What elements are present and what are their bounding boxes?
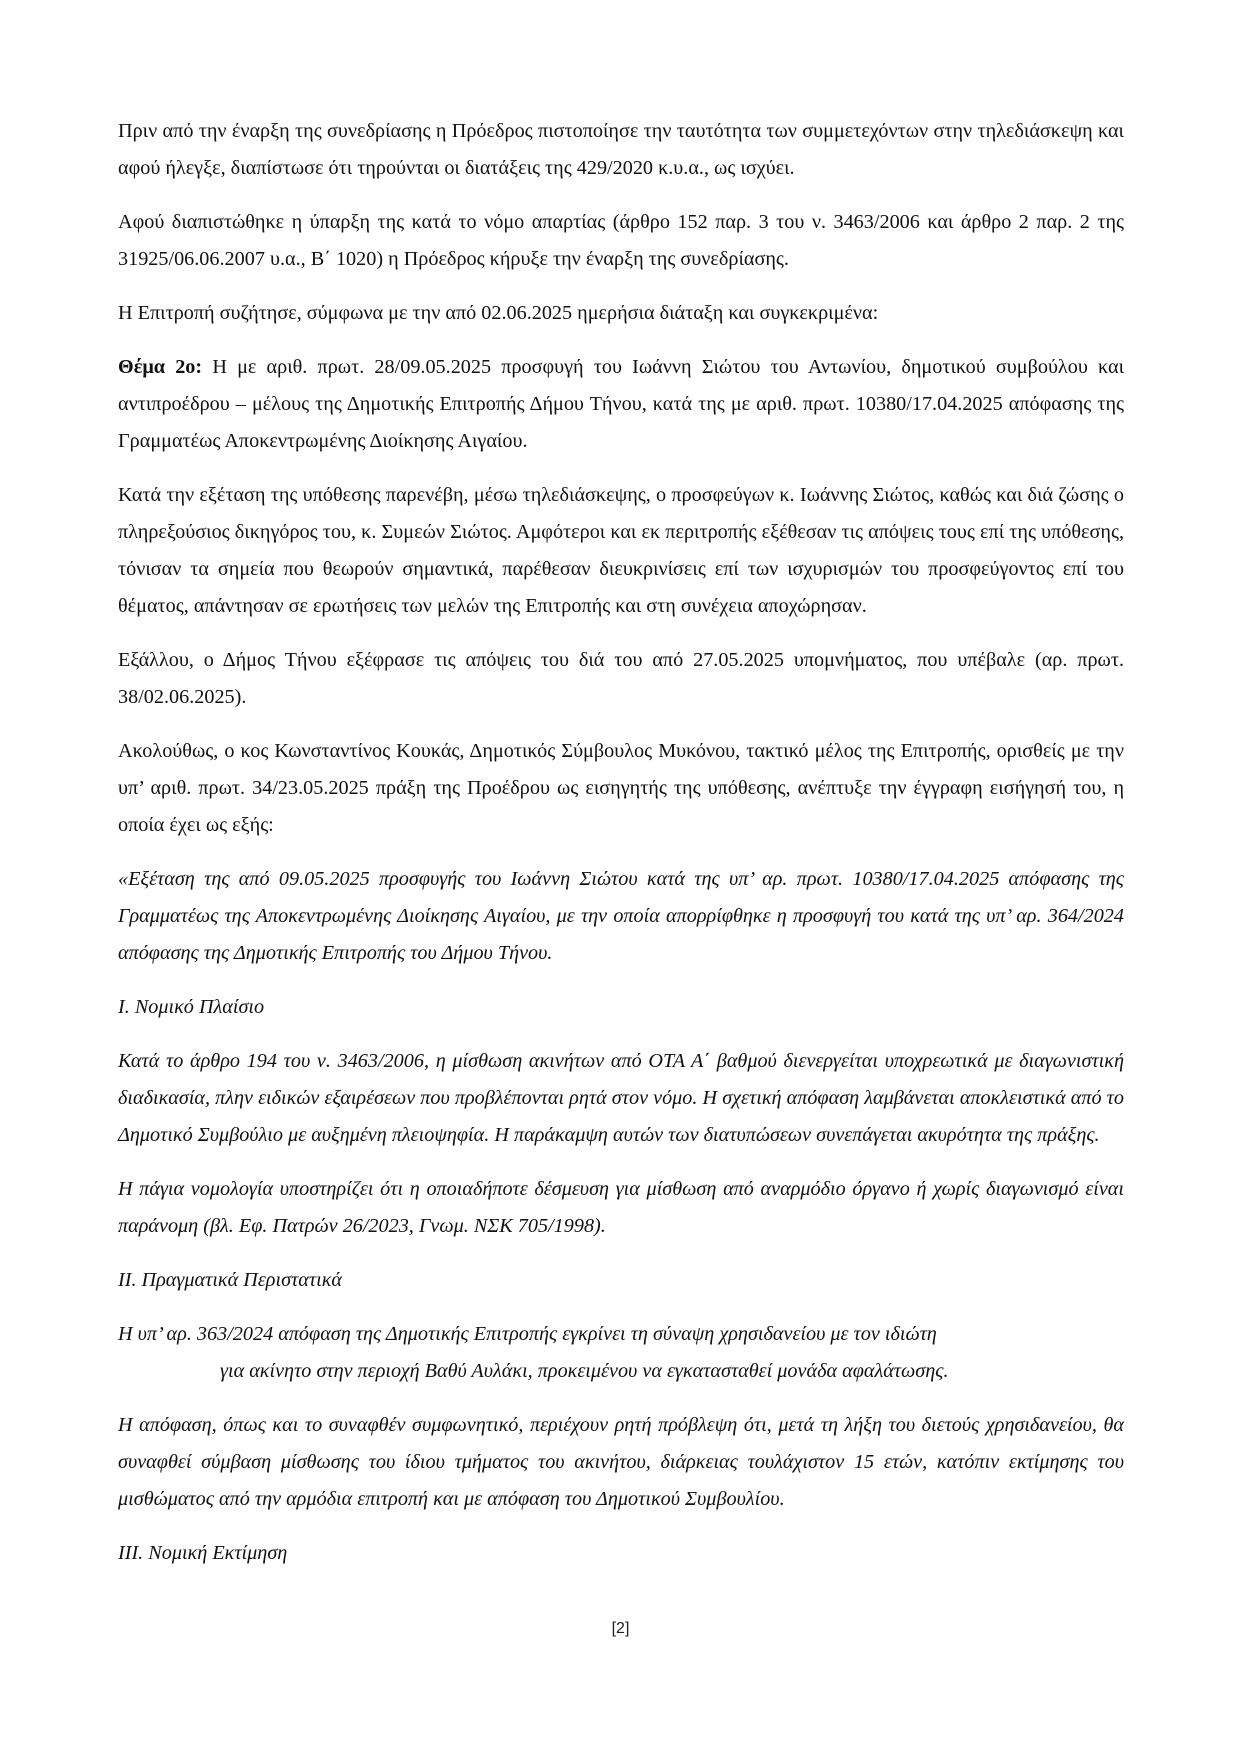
loan-decision-line-2: για ακίνητο στην περιοχή Βαθύ Αυλάκι, προκειμένου να εγκατασταθεί μονάδα αφαλάτωσης. xyxy=(220,1360,949,1382)
paragraph-loan-decision xyxy=(118,1316,1124,1390)
paragraph-municipality-views: Εξάλλου, ο Δήμος Τήνου εξέφρασε τις απόψεις του διά του από 27.05.2025 υπομνήματος, που υπέβαλε (αρ. πρωτ. 38/02.06.2025). xyxy=(118,649,1124,708)
subject-text: Η με αριθ. πρωτ. 28/09.05.2025 προσφυγή του Ιωάννη Σιώτου του Αντωνίου, δημοτικού συμβούλου και αντιπροέδρου – μέλους της Δημοτικής Επιτροπής Δήμου Τήνου, κατά της με αριθ. πρωτ. 10380/17.04.2025 απόφασης της Γραμματέως Αποκεντρωμένης Διοίκησης Αιγαίου. xyxy=(118,356,1124,452)
paragraph-legal-framework: Κατά το άρθρο 194 του ν. 3463/2006, η μίσθωση ακινήτων από ΟΤΑ Α΄ βαθμού διενεργείται υποχρεωτικά με διαγωνιστική διαδικασία, πλην ειδικών εξαιρέσεων που προβλέπονται ρητά στον νόμο. Η σχετική απόφαση λαμβάνεται αποκλειστικά από το Δημοτικό Συμβούλιο με αυξημένη πλειοψηφία. Η παράκαμψη αυτών των διατυπώσεων συνεπάγεται ακυρότητα της πράξης. xyxy=(118,1050,1124,1146)
paragraph-hearing: Κατά την εξέταση της υπόθεσης παρενέβη, μέσω τηλεδιάσκεψης, ο προσφεύγων κ. Ιωάννης Σιώτος, καθώς και διά ζώσης ο πληρεξούσιος δικηγόρος του, κ. Συμεών Σιώτος. Αμφότεροι και εκ περιτροπής εξέθεσαν τις απόψεις τους επί της υπόθεσης, τόνισαν τα σημεία που θεωρούν σημαντικά, παρέθεσαν διευκρινίσεις επί των ισχυρισμών του προσφεύγοντος επί του θέματος, απάντησαν σε ερωτήσεις των μελών της Επιτροπής και στη συνέχεια αποχώρησαν. xyxy=(118,484,1124,617)
section-heading-legal-framework: Ι. Νομικό Πλαίσιο xyxy=(118,996,265,1018)
subject-label: Θέμα 2ο: xyxy=(118,356,203,378)
section-heading-facts: ΙΙ. Πραγματικά Περιστατικά xyxy=(118,1269,342,1291)
loan-decision-line-1: Η υπ’ αρ. 363/2024 απόφαση της Δημοτικής Επιτροπής εγκρίνει τη σύναψη χρησιδανείου με τον ιδιώτη xyxy=(118,1323,937,1345)
document-body xyxy=(118,113,1124,1589)
section-heading-legal-assessment: ΙΙΙ. Νομική Εκτίμηση xyxy=(118,1542,288,1564)
paragraph-case-law: Η πάγια νομολογία υποστηρίζει ότι η οποιαδήποτε δέσμευση για μίσθωση από αναρμόδιο όργανο ή χωρίς διαγωνισμό είναι παράνομη (βλ. Εφ. Πατρών 26/2023, Γνωμ. ΝΣΚ 705/1998). xyxy=(118,1178,1124,1237)
paragraph-identity-verification: Πριν από την έναρξη της συνεδρίασης η Πρόεδρος πιστοποίησε την ταυτότητα των συμμετεχόντων στην τηλεδιάσκεψη και αφού ήλεγξε, διαπίστωσε ότι τηρούνται οι διατάξεις της 429/2020 κ.υ.α., ως ισχύει. xyxy=(118,120,1124,179)
paragraph-quorum: Αφού διαπιστώθηκε η ύπαρξη της κατά το νόμο απαρτίας (άρθρο 152 παρ. 3 του ν. 3463/2006 και άρθρο 2 παρ. 2 της 31925/06.06.2007 υ.α., Β΄ 1020) η Πρόεδρος κήρυξε την έναρξη της συνεδρίασης. xyxy=(118,211,1124,270)
paragraph-subject xyxy=(118,349,1124,460)
page-number: [2] xyxy=(611,1620,630,1637)
paragraph-report-intro: «Εξέταση της από 09.05.2025 προσφυγής του Ιωάννη Σιώτου κατά της υπ’ αρ. πρωτ. 10380/17.04.2025 απόφασης της Γραμματέως της Αποκεντρωμένης Διοίκησης Αιγαίου, με την οποία απορρίφθηκε η προσφυγή του κατά της υπ’ αρ. 364/2024 απόφασης της Δημοτικής Επιτροπής του Δήμου Τήνου. xyxy=(118,868,1124,964)
paragraph-lease-provision: Η απόφαση, όπως και το συναφθέν συμφωνητικό, περιέχουν ρητή πρόβλεψη ότι, μετά τη λήξη του διετούς χρησιδανείου, θα συναφθεί σύμβαση μίσθωσης του ίδιου τμήματος του ακινήτου, διάρκειας τουλάχιστον 15 ετών, κατόπιν εκτίμησης του μισθώματος από την αρμόδια επιτροπή και με απόφαση του Δημοτικού Συμβουλίου. xyxy=(118,1414,1124,1510)
paragraph-rapporteur: Ακολούθως, ο κος Κωνσταντίνος Κουκάς, Δημοτικός Σύμβουλος Μυκόνου, τακτικό μέλος της Επιτροπής, ορισθείς με την υπ’ αριθ. πρωτ. 34/23.05.2025 πράξη της Προέδρου ως εισηγητής της υπόθεσης, ανέπτυξε την έγγραφη εισήγησή του, η οποία έχει ως εξής: xyxy=(118,740,1124,836)
paragraph-agenda: Η Επιτροπή συζήτησε, σύμφωνα με την από 02.06.2025 ημερήσια διάταξη και συγκεκριμένα: xyxy=(118,302,879,324)
